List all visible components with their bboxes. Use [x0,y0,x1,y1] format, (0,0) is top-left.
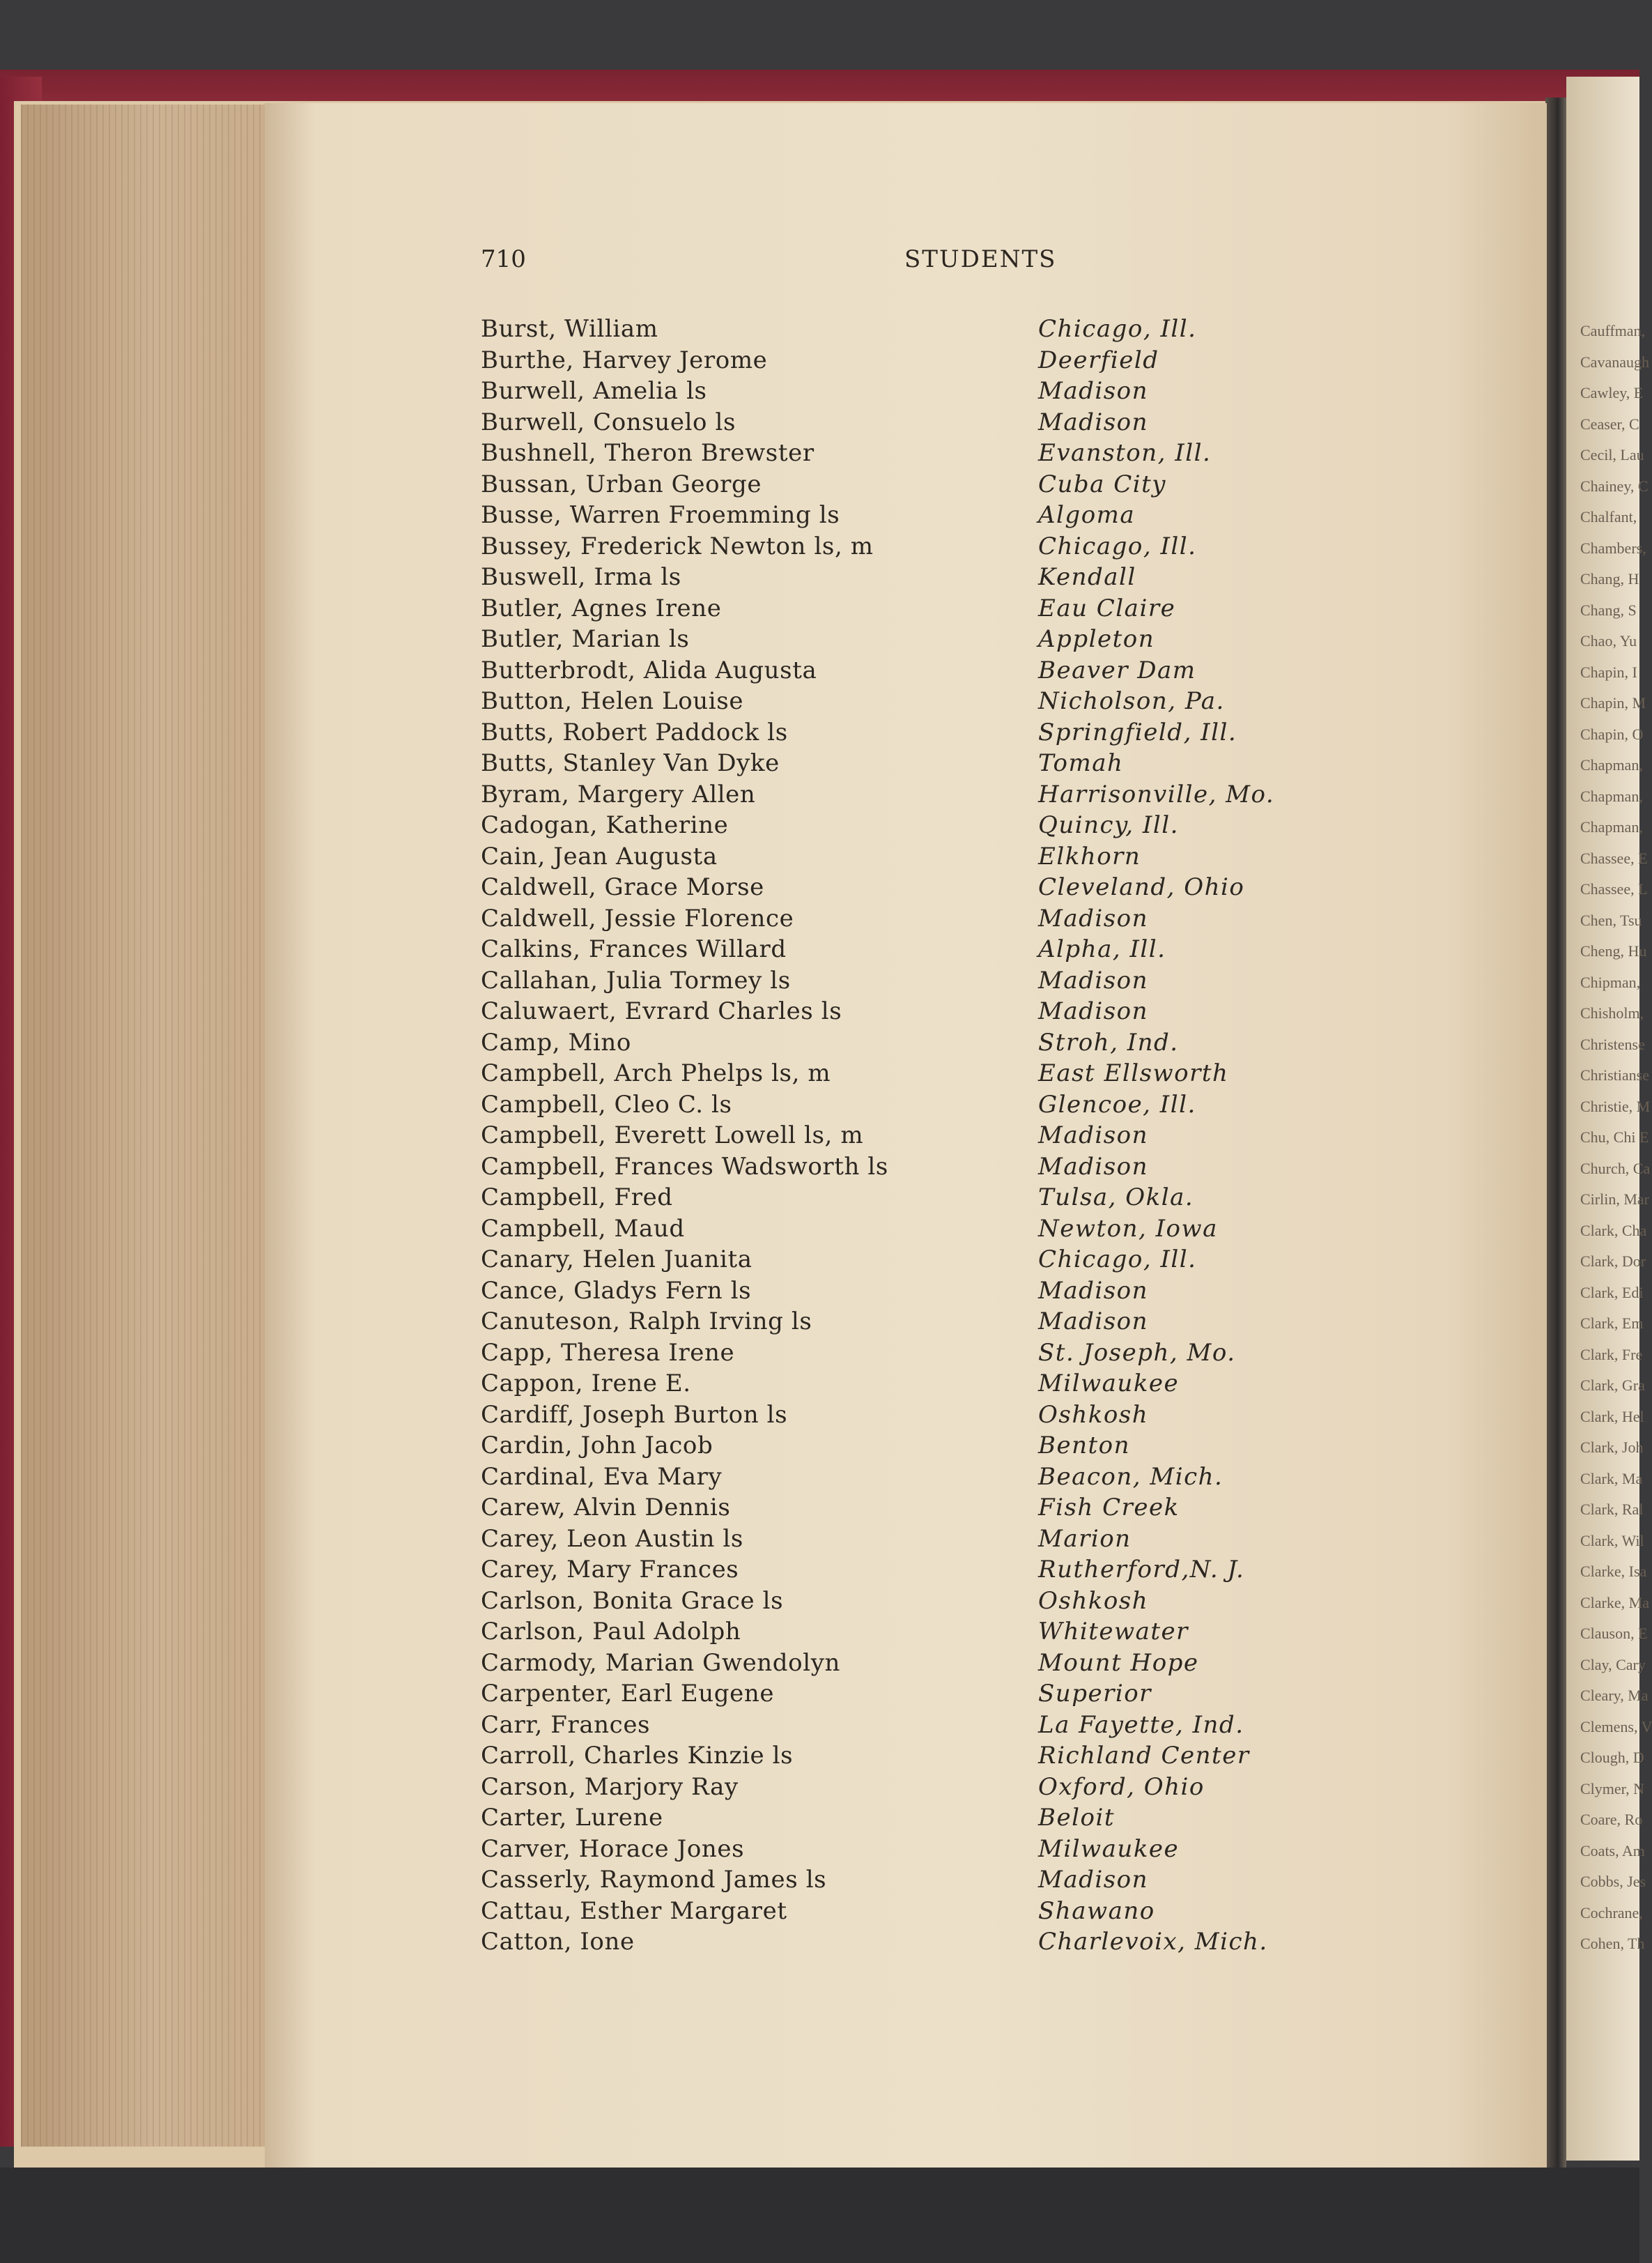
facing-page-line: Cochrane, [1580,1903,1643,1921]
student-name: Carter, Lurene [481,1804,663,1832]
facing-page-line: Coats, Am [1580,1841,1645,1859]
facing-page-line: Chen, Tsu [1580,911,1642,929]
student-entry [481,1680,1345,1711]
student-entry [481,1215,1345,1246]
student-name: Calkins, Frances Willard [481,935,787,963]
student-hometown: Eau Claire [1038,594,1176,622]
facing-page-line: Clark, Ral [1580,1501,1644,1518]
student-name: Cattau, Esther Margaret [481,1896,787,1925]
page-number: 710 [481,245,526,273]
student-entry [481,315,1345,346]
student-list [481,315,1345,1959]
student-name: Button, Helen Louise [481,687,744,715]
student-entry [481,1928,1345,1959]
student-entry [481,1463,1345,1494]
book-gutter [1545,98,1566,2188]
student-entry [481,1153,1345,1184]
student-hometown: Milwaukee [1038,1834,1180,1863]
facing-page-line: Chao, Yu [1580,632,1637,650]
facing-page-line: Chang, H [1580,570,1639,588]
student-entry [481,501,1345,532]
student-hometown: Glencoe, Ill. [1038,1090,1196,1119]
facing-page-line: Chipman, [1580,973,1641,991]
student-entry [481,1897,1345,1928]
student-name: Butterbrodt, Alida Augusta [481,656,817,684]
facing-page-line: Cobbs, Jes [1580,1873,1646,1890]
student-name: Carey, Mary Frances [481,1556,739,1583]
student-entry [481,749,1345,781]
student-hometown: Marion [1038,1524,1132,1553]
student-name: Campbell, Everett Lowell ls, m [481,1121,864,1149]
student-entry [481,719,1345,750]
facing-page-line: Chapman, [1580,818,1643,836]
facing-page-line: Chassee, L [1580,880,1648,898]
facing-page-line: Clarke, Isa [1580,1563,1647,1580]
student-hometown: Chicago, Ill. [1038,532,1197,560]
student-entry [481,1494,1345,1525]
student-hometown: Madison [1038,408,1149,436]
student-name: Carson, Marjory Ray [481,1772,739,1801]
student-hometown: Algoma [1038,501,1136,529]
student-hometown: Superior [1038,1680,1152,1708]
student-hometown: St. Joseph, Mo. [1038,1338,1236,1367]
facing-page-line: Chapin, M [1580,694,1646,712]
student-entry [481,781,1345,812]
facing-page-line: Christense [1580,1035,1645,1053]
facing-page-line: Clough, D [1580,1749,1644,1766]
student-name: Bushnell, Theron Brewster [481,439,815,467]
facing-page-line: Clark, Em [1580,1314,1644,1332]
facing-page-line: Clarke, Ma [1580,1593,1649,1611]
facing-page-line: Cohen, Th [1580,1935,1645,1952]
student-entry [481,625,1345,657]
student-entry [481,470,1345,502]
student-hometown: Beacon, Mich. [1038,1462,1223,1491]
student-hometown: Oshkosh [1038,1586,1149,1615]
student-name: Cardinal, Eva Mary [481,1462,723,1491]
student-entry [481,377,1345,408]
student-hometown: Fish Creek [1038,1494,1180,1521]
student-hometown: Cleveland, Ohio [1038,873,1245,901]
student-hometown: Deerfield [1038,346,1159,374]
student-name: Busse, Warren Froemming ls [481,501,840,529]
student-hometown: Chicago, Ill. [1038,1245,1197,1273]
student-name: Carmody, Marian Gwendolyn [481,1648,841,1677]
student-name: Butts, Stanley Van Dyke [481,749,780,777]
facing-page-line: Cawley, E [1580,384,1644,401]
student-name: Cain, Jean Augusta [481,842,718,870]
facing-page-line: Clark, Edi [1580,1283,1644,1301]
student-entry [481,873,1345,905]
student-hometown: Beaver Dam [1038,656,1196,684]
student-entry [481,843,1345,874]
facing-page-line: Chisholm, [1580,1004,1644,1022]
student-entry [481,1059,1345,1091]
student-hometown: East Ellsworth [1038,1059,1229,1087]
facing-page-line: Clark, Fre [1580,1345,1643,1363]
student-name: Campbell, Maud [481,1214,685,1243]
facing-page-line: Cirlin, Mar [1580,1190,1649,1208]
facing-page-line: Chapin, I [1580,663,1637,681]
student-entry [481,1525,1345,1556]
student-hometown: Madison [1038,1152,1149,1181]
student-hometown: Benton [1038,1432,1131,1459]
student-hometown: Newton, Iowa [1038,1214,1218,1243]
student-hometown: Tomah [1038,749,1124,777]
student-entry [481,532,1345,564]
student-entry [481,1587,1345,1618]
student-name: Bussan, Urban George [481,470,762,498]
student-name: Burwell, Consuelo ls [481,408,736,436]
student-hometown: Quincy, Ill. [1038,811,1179,839]
table-surface [0,2168,1639,2263]
running-head: STUDENTS [904,245,1057,273]
student-name: Campbell, Frances Wadsworth ls [481,1152,888,1181]
student-name: Canary, Helen Juanita [481,1245,752,1273]
student-entry [481,1804,1345,1835]
facing-page-line: Christie, M [1580,1097,1651,1115]
student-name: Burthe, Harvey Jerome [481,346,768,374]
student-entry [481,1370,1345,1401]
facing-page-line: Cavanaugh [1580,353,1649,371]
student-hometown: Madison [1038,1276,1149,1305]
student-hometown: Alpha, Ill. [1038,935,1166,963]
student-hometown: Elkhorn [1038,842,1141,870]
student-name: Buswell, Irma ls [481,563,681,591]
student-hometown: La Fayette, Ind. [1038,1710,1244,1739]
student-entry [481,935,1345,967]
facing-page-line: Church, Ca [1580,1159,1651,1177]
facing-page-line: Clark, Gra [1580,1376,1645,1394]
student-entry [481,1307,1345,1339]
student-entry [481,1245,1345,1277]
student-name: Cardiff, Joseph Burton ls [481,1400,788,1429]
student-entry [481,811,1345,843]
student-entry [481,1773,1345,1804]
page-stack-edges [21,105,265,2147]
student-name: Cadogan, Katherine [481,811,729,839]
facing-page-line: Chapman, [1580,756,1643,774]
student-name: Casserly, Raymond James ls [481,1866,827,1894]
student-name: Campbell, Cleo C. ls [481,1090,732,1119]
student-entry [481,997,1345,1029]
student-name: Butts, Robert Paddock ls [481,718,788,746]
student-name: Capp, Theresa Irene [481,1338,735,1367]
facing-page-line: Clark, Joh [1580,1439,1644,1456]
student-name: Carlson, Paul Adolph [481,1618,741,1646]
student-name: Camp, Mino [481,1028,631,1057]
facing-page-line: Chambers, [1580,539,1646,557]
facing-page-line: Clark, Cha [1580,1221,1647,1239]
student-entry [481,563,1345,594]
student-name: Carey, Leon Austin ls [481,1524,743,1553]
student-entry [481,439,1345,470]
student-entry [481,594,1345,626]
facing-page-line: Chang, S [1580,601,1637,619]
facing-page-line: Chassee, E [1580,849,1648,867]
student-name: Carroll, Charles Kinzie ls [481,1742,794,1770]
facing-page-line: Clymer, N [1580,1779,1644,1797]
facing-page-line: Chu, Chi E [1580,1128,1649,1146]
student-hometown: Shawano [1038,1896,1155,1925]
facing-page-line: Clauson, E [1580,1625,1648,1642]
facing-page-line: Chapman, [1580,787,1643,805]
facing-page-line: Chainey, C [1580,477,1649,495]
student-entry [481,1835,1345,1866]
student-hometown: Rutherford,N. J. [1038,1556,1245,1583]
facing-page-line: Ceaser, C [1580,415,1639,433]
facing-page-line: Clay, Cary [1580,1655,1646,1673]
student-entry [481,1618,1345,1649]
page-header [481,245,1080,276]
student-entry [481,967,1345,998]
facing-page-line: Cleary, Ma [1580,1687,1649,1704]
student-entry [481,1866,1345,1897]
student-hometown: Mount Hope [1038,1648,1199,1677]
student-name: Butler, Agnes Irene [481,594,722,622]
student-hometown: Chicago, Ill. [1038,315,1197,343]
student-hometown: Charlevoix, Mich. [1038,1928,1268,1956]
student-name: Byram, Margery Allen [481,780,756,808]
student-hometown: Madison [1038,966,1149,995]
student-hometown: Madison [1038,377,1149,405]
student-entry [481,1277,1345,1308]
student-name: Carew, Alvin Dennis [481,1494,731,1521]
student-name: Bussey, Frederick Newton ls, m [481,532,874,560]
student-name: Campbell, Fred [481,1183,673,1211]
student-hometown: Madison [1038,1121,1149,1149]
student-entry [481,1339,1345,1370]
student-entry [481,1432,1345,1463]
student-name: Catton, Ione [481,1928,635,1956]
student-name: Cardin, John Jacob [481,1432,713,1459]
student-name: Caluwaert, Evrard Charles ls [481,997,842,1025]
student-name: Burwell, Amelia ls [481,377,707,405]
student-hometown: Madison [1038,997,1149,1025]
student-hometown: Tulsa, Okla. [1038,1183,1194,1211]
student-hometown: Kendall [1038,563,1136,591]
student-entry [481,1649,1345,1680]
facing-page-line: Chalfant, [1580,508,1637,526]
facing-page-line: Christianse [1580,1066,1649,1084]
student-hometown: Evanston, Ill. [1038,439,1212,467]
student-hometown: Oxford, Ohio [1038,1772,1205,1801]
student-hometown: Springfield, Ill. [1038,718,1237,746]
facing-page-line: Cecil, Lau [1580,446,1644,463]
student-hometown: Oshkosh [1038,1400,1149,1429]
student-name: Caldwell, Jessie Florence [481,904,794,933]
student-entry [481,408,1345,440]
facing-page-line: Cauffman, [1580,322,1646,339]
facing-page-line: Clemens, V [1580,1717,1652,1735]
student-name: Carver, Horace Jones [481,1834,745,1863]
facing-page-line: Cheng, Hu [1580,942,1647,960]
facing-page-line: Clark, Wil [1580,1531,1644,1549]
student-entry [481,1742,1345,1773]
facing-page-line: Chapin, O [1580,725,1644,743]
student-name: Canuteson, Ralph Irving ls [481,1307,812,1335]
student-hometown: Milwaukee [1038,1370,1180,1397]
student-hometown: Stroh, Ind. [1038,1028,1179,1057]
student-hometown: Richland Center [1038,1742,1250,1770]
student-name: Caldwell, Grace Morse [481,873,764,901]
facing-page-line: Clark, Hel [1580,1407,1644,1425]
student-hometown: Madison [1038,904,1149,933]
student-hometown: Nicholson, Pa. [1038,687,1225,715]
facing-page-line: Clark, Dor [1580,1252,1646,1270]
student-hometown: Appleton [1038,625,1155,653]
student-name: Cance, Gladys Fern ls [481,1276,752,1305]
student-name: Carr, Frances [481,1710,651,1739]
student-entry [481,905,1345,936]
student-hometown: Cuba City [1038,470,1167,498]
student-hometown: Beloit [1038,1804,1115,1832]
student-entry [481,1711,1345,1742]
student-name: Callahan, Julia Tormey ls [481,966,791,995]
student-hometown: Whitewater [1038,1618,1189,1646]
student-hometown: Harrisonville, Mo. [1038,780,1275,808]
student-entry [481,1183,1345,1215]
student-entry [481,1029,1345,1060]
student-entry [481,1091,1345,1122]
student-entry [481,1556,1345,1587]
student-name: Butler, Marian ls [481,625,690,653]
student-entry [481,1401,1345,1432]
student-entry [481,687,1345,719]
facing-page-line: Coare, Ro [1580,1811,1643,1828]
facing-page-line: Clark, Ma [1580,1469,1643,1487]
student-name: Burst, William [481,315,658,343]
student-name: Carlson, Bonita Grace ls [481,1586,784,1615]
student-entry [481,657,1345,688]
facing-page-text [1580,322,1652,1966]
student-hometown: Madison [1038,1307,1149,1335]
student-hometown: Madison [1038,1866,1149,1894]
student-entry [481,346,1345,378]
student-name: Campbell, Arch Phelps ls, m [481,1059,831,1087]
student-entry [481,1121,1345,1153]
student-name: Cappon, Irene E. [481,1370,691,1397]
student-name: Carpenter, Earl Eugene [481,1680,775,1708]
